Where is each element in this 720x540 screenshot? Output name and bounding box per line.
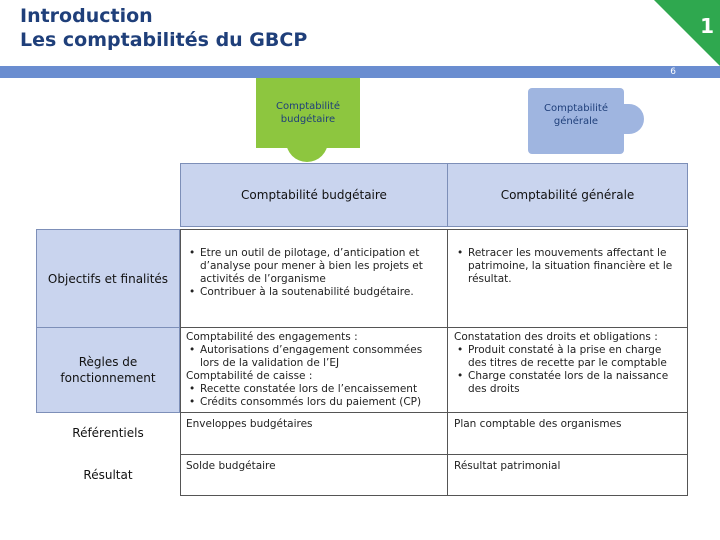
column-header-generale: Comptabilité générale: [447, 163, 688, 227]
header-band: [0, 66, 720, 78]
row-label-referentiels: Référentiels: [72, 426, 144, 440]
list-item: • Crédits consommés lors du paiement (CP): [186, 396, 442, 409]
puzzle-piece-budgetaire: [256, 78, 360, 148]
cell-intro: Constatation des droits et obligations :: [454, 331, 658, 343]
cell-regles-generale: [454, 331, 682, 396]
page-number: 6: [670, 67, 676, 77]
cell-referentiels-budgetaire: Enveloppes budgétaires: [186, 418, 313, 430]
list-item: • Autorisations d’engagement consommées lors de la validation de l’EJ: [186, 344, 442, 370]
section-number: 1: [700, 14, 714, 38]
cell-resultat-generale: Résultat patrimonial: [454, 460, 561, 472]
title-line-1: Introduction: [20, 5, 153, 27]
cell-referentiels-generale: Plan comptable des organismes: [454, 418, 622, 430]
title-line-2: Les comptabilités du GBCP: [20, 29, 308, 51]
list-item: • Recette constatée lors de l’encaissement: [186, 383, 442, 396]
puzzle-label-generale: Comptabilité générale: [544, 103, 608, 127]
list-item: • Contribuer à la soutenabilité budgétaire.: [186, 286, 442, 299]
cell-regles-budgetaire: [186, 331, 442, 409]
table-row-divider: [180, 454, 688, 455]
table-divider: [447, 229, 448, 496]
column-header-budgetaire: Comptabilité budgétaire: [180, 163, 448, 227]
row-label-resultat: Résultat: [83, 468, 133, 482]
list-item: • Etre un outil de pilotage, d’anticipation et d’analyse pour mener à bien les projets et activités de l’organisme: [186, 247, 442, 286]
page-title: [20, 4, 307, 52]
cell-objectifs-generale: [454, 247, 682, 286]
cell-intro: Comptabilité de caisse :: [186, 370, 313, 382]
list-item: • Retracer les mouvements affectant le patrimoine, la situation financière et le résultat.: [454, 247, 682, 286]
row-label-objectifs: Objectifs et finalités: [36, 229, 180, 328]
cell-intro: Comptabilité des engagements :: [186, 331, 358, 343]
row-label-regles: Règles de fonctionnement: [36, 327, 180, 413]
cell-resultat-budgetaire: Solde budgétaire: [186, 460, 276, 472]
list-item: • Charge constatée lors de la naissance des droits: [454, 370, 682, 396]
puzzle-label-budgetaire: Comptabilité budgétaire: [276, 101, 340, 125]
list-item: • Produit constaté à la prise en charge des titres de recette par le comptable: [454, 344, 682, 370]
table-row-divider: [180, 412, 688, 413]
cell-objectifs-budgetaire: [186, 247, 442, 299]
puzzle-piece-generale: [528, 88, 624, 154]
table-row-divider: [180, 327, 688, 328]
